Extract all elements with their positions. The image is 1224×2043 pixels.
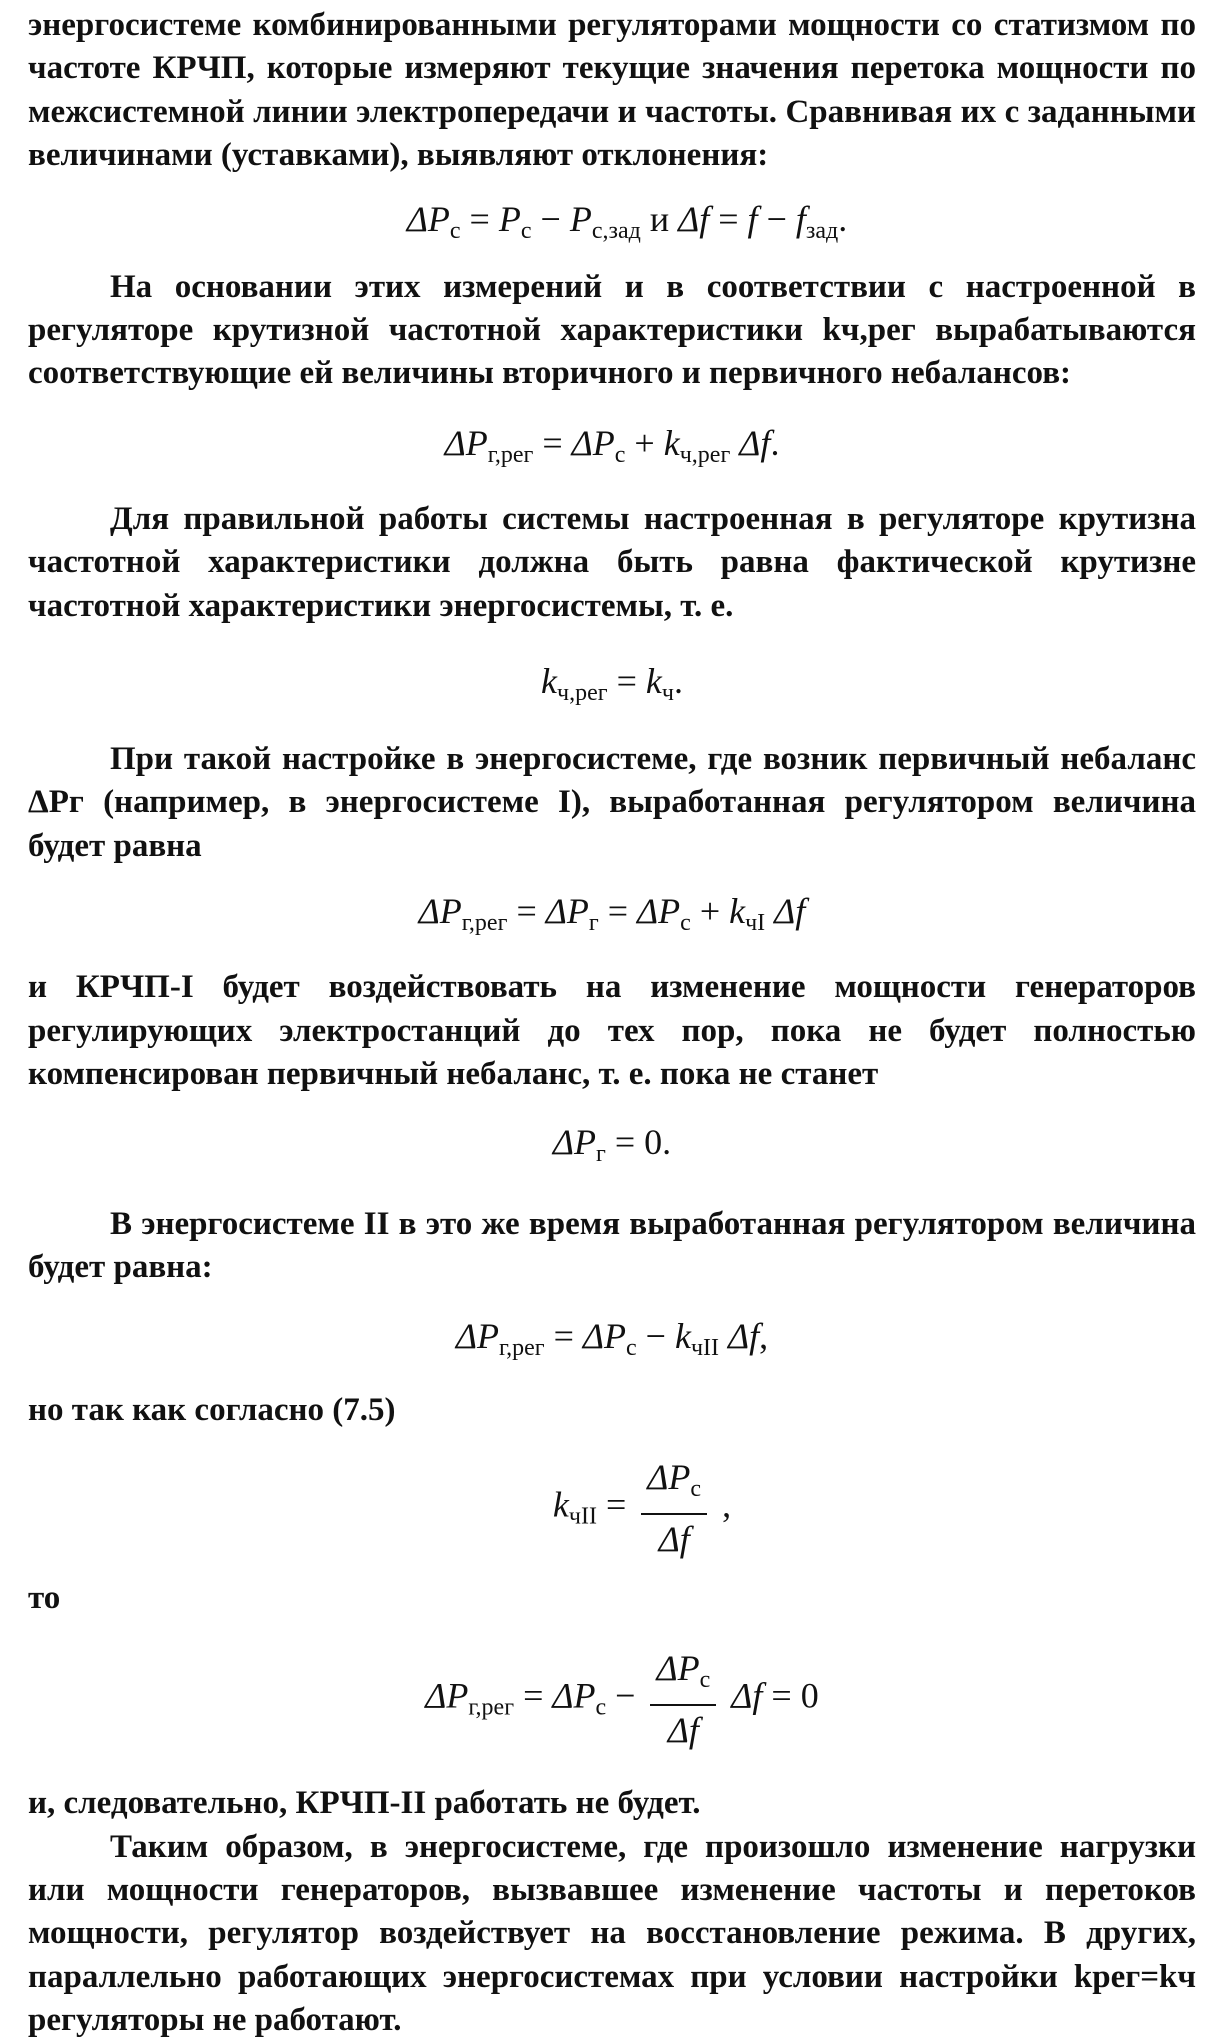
paragraph-9: и, следовательно, КРЧП-II работать не будет. bbox=[28, 1785, 701, 1822]
formula-deviations: $\Delta P_с = P_с - P_{с,зад}$ и $\Delta f = f - f_{зад}$. bbox=[406, 198, 848, 244]
formula-slope-equality: $k_{ч,рег} = k_ч$. bbox=[541, 661, 683, 707]
paragraph-8: то bbox=[28, 1579, 61, 1616]
fraction: $\frac{\Delta P_с}{\Delta f}$ bbox=[641, 1455, 707, 1561]
formula-zero-imbalance: $\Delta P_г = 0$. bbox=[552, 1121, 672, 1167]
paragraph-5: и КРЧП-I будет воздействовать на изменение мощности генераторов регулирующих электростанций до тех пор, пока не будет полностью компенсирован первичный небаланс, т. е. пока не станет bbox=[28, 969, 1196, 1093]
fraction: $\frac{\Delta P_с}{\Delta f}$ bbox=[650, 1646, 716, 1752]
paragraph-2: На основании этих измерений и в соответствии с настроенной в регуляторе крутизной частотной характеристики kч,рег вырабатываются соответствующие ей величины вторичного и первичного небалансов: bbox=[28, 268, 1196, 392]
formula-system-two: $\Delta P_{г,рег} = \Delta P_с - k_{чII}$ Δf, bbox=[455, 1316, 769, 1362]
paragraph-3: Для правильной работы системы настроенная в регуляторе крутизна частотной характеристики должна быть равна фактической крутизне частотной характеристики энергосистемы, т. е. bbox=[28, 500, 1196, 624]
paragraph-7: но так как согласно (7.5) bbox=[28, 1392, 396, 1429]
formula-conjunction: и bbox=[649, 198, 670, 239]
formula-result-zero: $\Delta P_{г,рег} = \Delta P_с$ − $\frac{\Delta P_с}{\Delta f}$ Δf = 0 bbox=[425, 1648, 819, 1751]
formula-system-one: $\Delta P_{г,рег} = \Delta P_г = \Delta P_с + k_{чI}$ Δf bbox=[418, 891, 806, 937]
paragraph-4: При такой настройке в энергосистеме, где возник первичный небаланс ΔPг (например, в энергосистеме I), выработанная регулятором величина будет равна bbox=[28, 741, 1196, 864]
paragraph-6: В энергосистеме II в это же время выработанная регулятором величина будет равна: bbox=[28, 1205, 1196, 1285]
formula-regulator-value: $\Delta P_{г,рег} = \Delta P_с + k_{ч,рег}$ Δf. bbox=[444, 422, 780, 468]
formula-kch-two: $k_{чII}$ = $\frac{\Delta P_с}{\Delta f}$ , bbox=[552, 1456, 732, 1559]
paragraph-10: Таким образом, в энергосистеме, где произошло изменение нагрузки или мощности генераторов, вызвавшее изменение частоты и перетоков мощности, регулятор воздействует на восстановление режима. В других, параллельно работающих энергосистемах при условии настройки kрег=kч регуляторы не работают. bbox=[28, 1828, 1196, 2039]
paragraph-1: энергосистеме комбинированными регуляторами мощности со статизмом по частоте КРЧП, которые измеряют текущие значения перетока мощности по межсистемной линии электропередачи и частоты. Сравнивая их с заданными величинами (уставками), выявляют отклонения: bbox=[28, 7, 1196, 174]
